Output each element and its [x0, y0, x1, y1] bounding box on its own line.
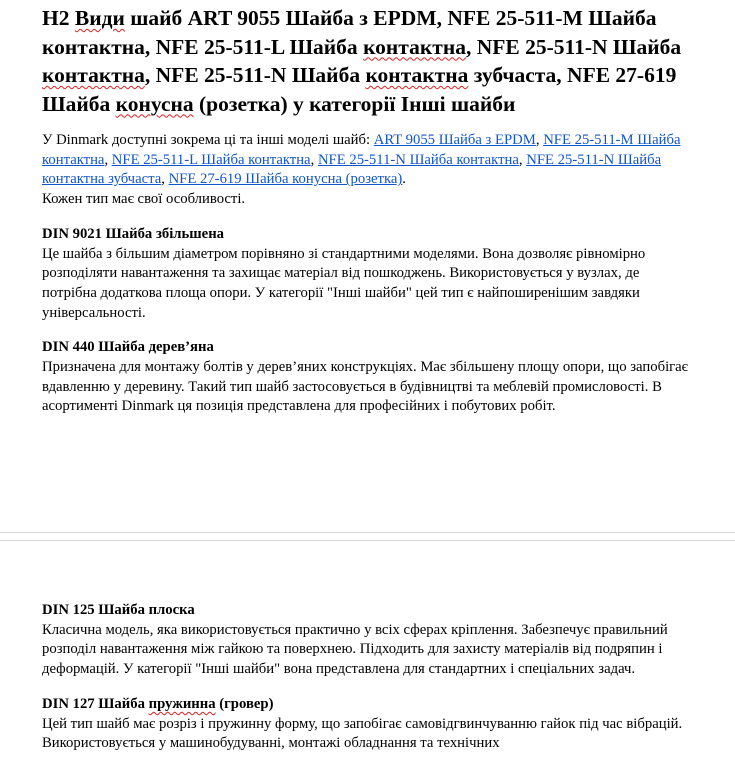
link-nfe-27-619[interactable]: NFE 27-619 Шайба конусна (розетка)	[168, 171, 403, 188]
section-din-9021	[42, 225, 692, 324]
page-break	[0, 532, 735, 541]
section-text: Класична модель, яка використовується практично у всіх сферах кріплення. Забезпечує правильний розподіл навантаження між гайкою та поверхнею. Підходить для захисту матеріалів від подряпин і деформацій. У категорії "Інші шайби" вона представлена для стандартних і спеціальних задач.	[42, 621, 668, 678]
spell-flag-word: контактна	[42, 63, 145, 87]
page-heading: H2 Види шайб ART 9055 Шайба з EPDM, NFE 25-511-M Шайба контактна, NFE 25-511-L Шайба контактна, NFE 25-511-N Шайба контактна, NFE 25-511-N Шайба контактна зубчаста, NFE 27-619 Шайба конусна (розетка) у категорії Інші шайби	[42, 6, 682, 116]
spell-flag-word: контактна	[363, 34, 466, 59]
section-title: DIN 125 Шайба плоска	[42, 602, 195, 618]
spell-flag-word: контактна	[365, 63, 469, 87]
section-din-125	[42, 601, 692, 680]
link-nfe-25-511-m[interactable]: NFE 25-511-M Шайба контактна	[42, 132, 681, 168]
spell-flag-word: конусна	[115, 91, 194, 116]
link-nfe-25-511-l[interactable]: NFE 25-511-L Шайба контактна	[111, 151, 311, 168]
page-1-content	[42, 4, 692, 417]
section-title: DIN 9021 Шайба збільшена	[42, 225, 225, 242]
link-nfe-25-511-n-toothed[interactable]: NFE 25-511-N Шайба контактна зубчаста	[42, 151, 662, 188]
intro-paragraph: У Dinmark доступні зокрема ці та інші моделі шайб: ART 9055 Шайба з EPDM, NFE 25-511-M Шайба контактна, NFE 25-511-L Шайба контактна, NFE 25-511-N Шайба контактна, NFE 25-511-N Шайба контактна зубчаста, NFE 27-619 Шайба конусна (розетка). Кожен тип має свої особливості.	[42, 132, 681, 208]
link-art-9055[interactable]: ART 9055 Шайба з EPDM	[373, 132, 536, 148]
document-page-2	[0, 541, 735, 781]
section-din-127	[42, 695, 692, 754]
section-text: Цей тип шайб має розріз і пружинну форму, що запобігає самовідгвинчуванню гайок під час вібрацій. Використовується у машинобудуванні, монтажі обладнання та технічних	[42, 715, 683, 752]
section-title: DIN 127 Шайба пружинна (гровер)	[42, 695, 274, 712]
section-text: Це шайба з більшим діаметром порівняно зі стандартними моделями. Вона дозволяє рівномірно розподіляти навантаження та захищає матеріал від пошкоджень. Використовується у вузлах, де потрібна додаткова площа опори. У категорії "Інші шайби" цей тип є найпоширенішим завдяки універсальності.	[42, 245, 646, 321]
spell-flag-word: пружинна	[148, 695, 216, 712]
section-title: DIN 440 Шайба дерев’яна	[42, 339, 214, 356]
page-2-content	[42, 601, 692, 754]
section-text: Призначена для монтажу болтів у дерев’яних конструкціях. Має збільшену площу опори, що запобігає вдавленню у деревину. Такий тип шайб застосовується в будівництві та меблевій промисловості. В асортименті Dinmark ця позиція представлена для професійних і побутових робіт.	[42, 359, 688, 415]
spell-flag-word: Види	[74, 6, 125, 30]
link-nfe-25-511-n[interactable]: NFE 25-511-N Шайба контактна	[317, 151, 519, 168]
section-din-440	[42, 338, 692, 417]
